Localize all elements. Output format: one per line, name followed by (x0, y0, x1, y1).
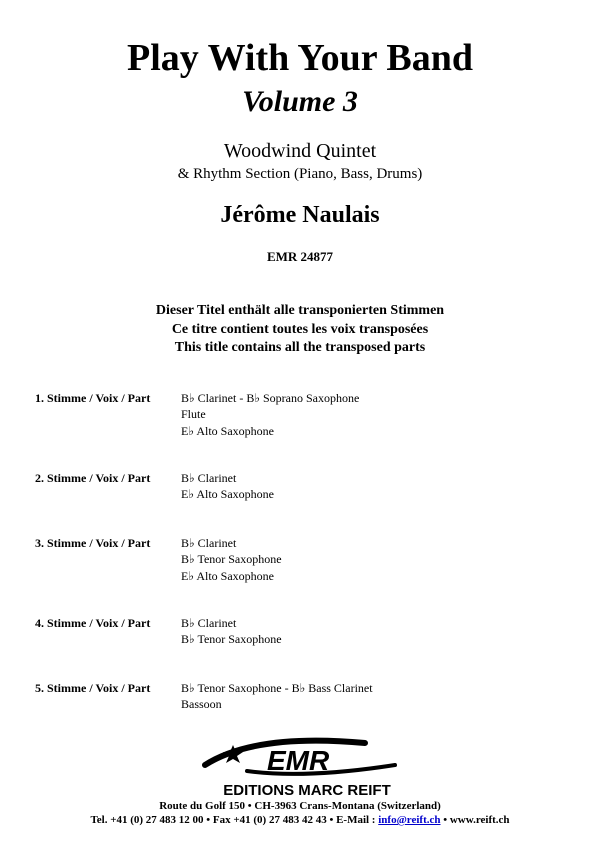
part-label: 4. Stimme / Voix / Part (35, 616, 151, 630)
note-english: This title contains all the transposed parts (174, 340, 426, 355)
volume-label: Volume 3 (242, 85, 358, 118)
instrument-item: Bassoon (181, 697, 222, 712)
part-label: 3. Stimme / Voix / Part (35, 536, 151, 550)
instrument-item: B♭ Clarinet (181, 616, 237, 630)
instrument-item: B♭ Tenor Saxophone (181, 632, 282, 647)
ensemble-label: Woodwind Quintet (223, 140, 377, 162)
contact-prefix: Tel. +41 (0) 27 483 12 00 • Fax +41 (0) 27 483 42 43 • E-Mail : (90, 814, 379, 826)
publisher-contact (0, 813, 600, 827)
instrument-list (181, 680, 373, 713)
transposition-notes (0, 302, 600, 358)
catalog-number: EMR 24877 (266, 249, 334, 264)
instrument-item: E♭ Alto Saxophone (181, 568, 274, 583)
instrument-item: E♭ Alto Saxophone (181, 487, 274, 502)
instrument-item: B♭ Clarinet (181, 471, 237, 485)
emr-logo (195, 735, 420, 800)
publisher-address: Route du Golf 150 • CH-3963 Crans-Montana (Switzerland) (159, 800, 441, 812)
instrument-item: Flute (181, 407, 206, 422)
instrument-list (181, 535, 282, 584)
instrument-item: B♭ Clarinet - B♭ Soprano Saxophone (181, 391, 360, 405)
note-german: Dieser Titel enthält alle transponierten Stimmen (155, 303, 445, 318)
logo-mark: EMR (267, 745, 330, 776)
instrument-list (181, 390, 359, 439)
part-label: 1. Stimme / Voix / Part (35, 391, 151, 405)
note-french: Ce titre contient toutes les voix transposées (171, 321, 429, 337)
email-link[interactable]: info@reift.ch (378, 814, 441, 826)
instrument-item: B♭ Clarinet (181, 536, 237, 550)
composer-name: Jérôme Naulais (220, 202, 380, 228)
instrument-list (181, 615, 282, 648)
rhythm-section-label: & Rhythm Section (Piano, Bass, Drums) (177, 166, 423, 182)
instrument-list (181, 470, 274, 503)
part-label: 5. Stimme / Voix / Part (35, 681, 151, 695)
instrument-item: B♭ Tenor Saxophone (181, 552, 282, 567)
publisher-name: EDITIONS MARC REIFT (223, 782, 391, 799)
instrument-item: E♭ Alto Saxophone (181, 423, 274, 438)
contact-suffix: • www.reift.ch (440, 814, 510, 826)
part-label: 2. Stimme / Voix / Part (35, 471, 151, 485)
score-title: Play With Your Band (127, 37, 473, 79)
instrument-item: B♭ Tenor Saxophone - B♭ Bass Clarinet (181, 681, 373, 695)
